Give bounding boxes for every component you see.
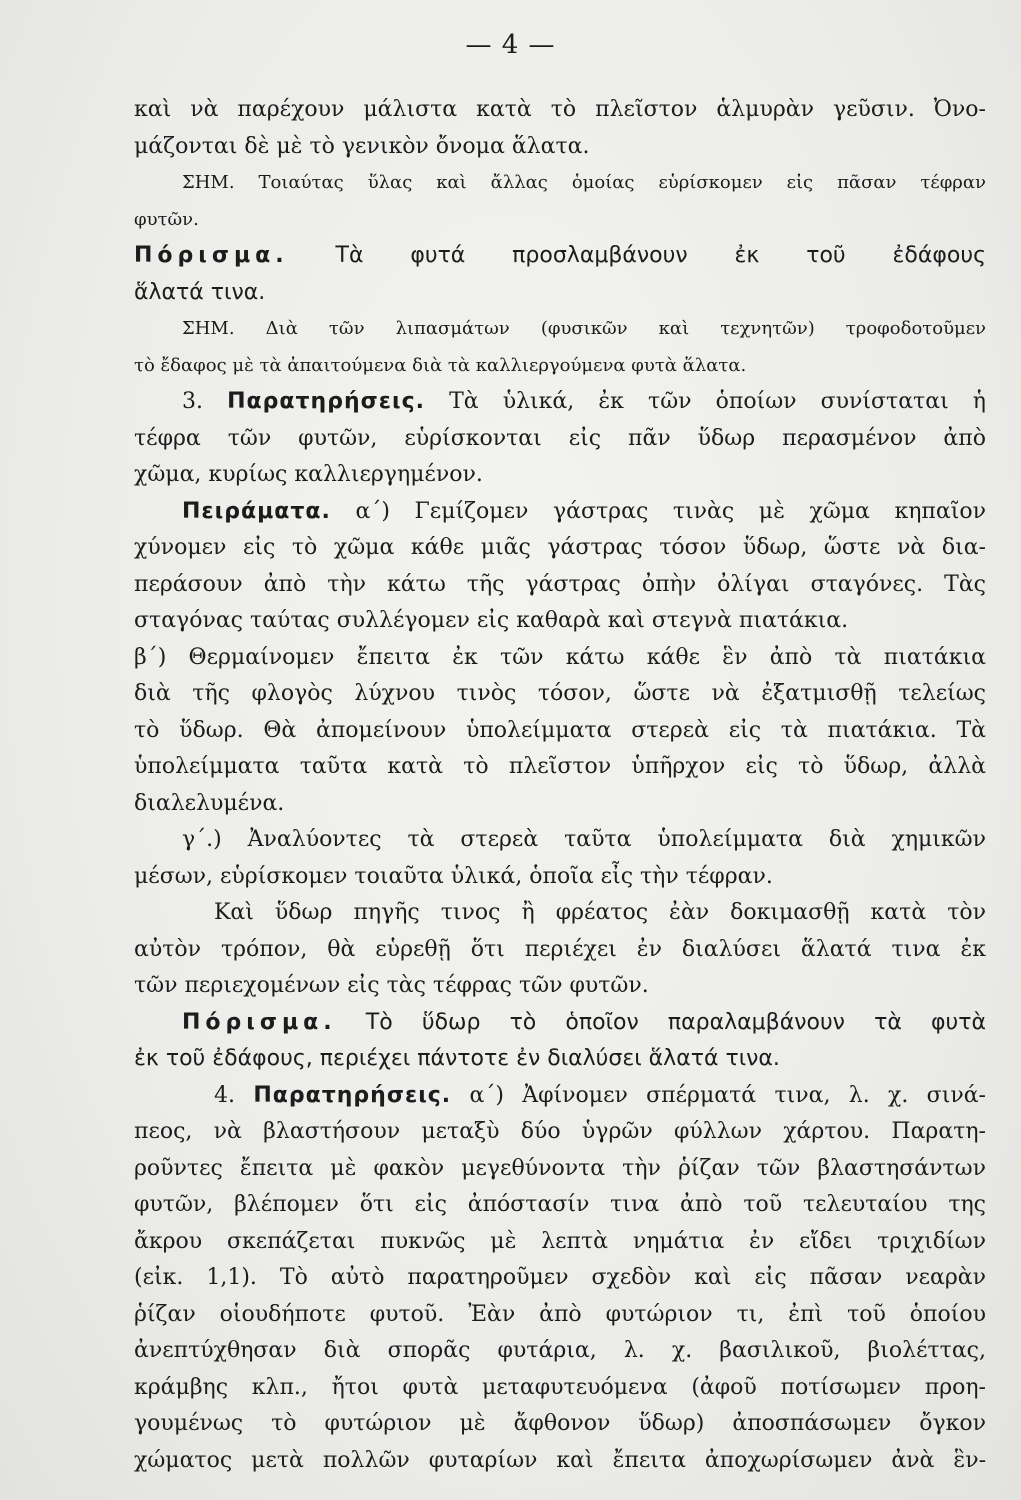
text-line: τέφρα τῶν φυτῶν, εὑρίσκονται εἰς πᾶν ὕδωρ περασμένον ἀπὸ [134,425,986,451]
text-line: (εἰκ. 1,1). Τὸ αὐτὸ παρατηροῦμεν σχεδὸν καὶ εἰς πᾶσαν νεαρὰν [134,1265,986,1290]
text-line: καὶ νὰ παρέχουν μάλιστα κατὰ τὸ πλεῖστον ἁλμυρὰν γεῦσιν. Ὀνο- [134,97,986,122]
text-line: τὸ ὕδωρ. Θὰ ἀπομείνουν ὑπολείμματα στερεὰ εἰς τὰ πιατάκια. Τὰ [134,717,986,743]
text-line: χῶμα, κυρίως καλλιεργημένον. [134,462,483,487]
note-line: ΣΗΜ. Τοιαύτας ὕλας καὶ ἄλλας ὁμοίας εὑρίσκομεν εἰς πᾶσαν τέφραν [182,172,986,193]
text-line: φυτῶν, βλέπομεν ὅτι εἰς ἀπόστασίν τινα ἀπὸ τοῦ τελευταίου της [134,1192,986,1217]
text-line: διὰ τῆς φλογὸς λύχνου τινὸς τόσον, ὥστε νὰ ἐξατμισθῇ τελείως [134,681,986,706]
corollary-line: Πόρισμα. Τὸ ὕδωρ τὸ ὁποῖον παραλαμβάνουν τὰ φυτὰ [182,1009,986,1035]
section-heading: Παρατηρήσεις. [253,1082,452,1108]
section-line: 4. Παρατηρήσεις. α΄) Ἀφίνομεν σπέρματά τινα, λ. χ. σινά- [214,1082,986,1108]
text-line: σταγόνας ταύτας συλλέγομεν εἰς καθαρὰ καὶ στεγνὰ πιατάκια. [134,608,849,633]
note-line: ΣΗΜ. Διὰ τῶν λιπασμάτων (φυσικῶν καὶ τεχνητῶν) τροφοδοτοῦμεν [182,318,986,339]
text-line: ὑπολείμματα ταῦτα κατὰ τὸ πλεῖστον ὑπῆρχον εἰς τὸ ὕδωρ, ἀλλὰ [134,754,986,779]
text-line: ἀνεπτύχθησαν διὰ σπορᾶς φυτάρια, λ. χ. βασιλικοῦ, βιολέττας, [134,1338,986,1363]
text-line: κράμβης κλπ., ἤτοι φυτὰ μεταφυτευόμενα (ἀφοῦ ποτίσωμεν προη- [134,1374,986,1400]
corollary-line: ἐκ τοῦ ἐδάφους, περιέχει πάντοτε ἐν διαλύσει ἅλατά τινα. [134,1046,780,1071]
text-line: β΄) Θερμαίνομεν ἔπειτα ἐκ τῶν κάτω κάθε ἓν ἀπὸ τὰ πιατάκια [134,644,986,670]
text-line: πεος, νὰ βλαστήσουν μεταξὺ δύο ὑγρῶν φύλλων χάρτου. Παρατη- [134,1119,986,1144]
note-line: τὸ ἔδαφος μὲ τὰ ἀπαιτούμενα διὰ τὰ καλλιεργούμενα φυτὰ ἅλατα. [134,354,747,376]
text-line: αὐτὸν τρόπον, θὰ εὑρεθῇ ὅτι περιέχει ἐν διαλύσει ἅλατά τινα ἐκ [134,936,986,962]
corollary-heading: Πόρισμα. [134,243,289,268]
text-line: ῥίζαν οἱουδήποτε φυτοῦ. Ἐὰν ἀπὸ φυτώριον τι, ἐπὶ τοῦ ὁποίου [134,1301,986,1327]
text-line: γ΄.) Ἀναλύοντες τὰ στερεὰ ταῦτα ὑπολείμματα διὰ χημικῶν [182,827,986,852]
text-line: χώματος μετὰ πολλῶν φυταρίων καὶ ἔπειτα ἀποχωρίσωμεν ἀνὰ ἓν- [134,1447,986,1473]
section-number: 4. [214,1082,235,1108]
corollary-heading: Πόρισμα. [182,1009,337,1035]
section-number: 3. [182,389,203,414]
note-line: φυτῶν. [134,208,199,230]
corollary-line: ἅλατά τινα. [134,279,266,305]
corollary-line: Πόρισμα. Τὰ φυτά προσλαμβάνουν ἐκ τοῦ ἐδάφους [134,243,986,268]
section-line: 3. Παρατηρήσεις. Τὰ ὑλικά, ἐκ τῶν ὁποίων συνίσταται ἡ [182,389,986,414]
page-number: — 4 — [465,30,556,60]
body-text [134,92,986,1479]
section-heading: Παρατηρήσεις. [227,389,425,414]
experiments-line: Πειράματα. α΄) Γεμίζομεν γάστρας τινὰς μὲ χῶμα κηπαῖον [182,498,986,524]
text-line: χύνομεν εἰς τὸ χῶμα κάθε μιᾶς γάστρας τόσον ὕδωρ, ὥστε νὰ δια- [134,535,986,560]
text-line: διαλελυμένα. [134,790,285,816]
text-line: μάζονται δὲ μὲ τὸ γενικὸν ὄνομα ἅλατα. [134,133,590,159]
text-line: μέσων, εὑρίσκομεν τοιαῦτα ὑλικά, ὁποῖα εἶς τὴν τέφραν. [134,863,773,889]
text-line: ἄκρου σκεπάζεται πυκνῶς μὲ λεπτὰ νημάτια ἐν εἴδει τριχιδίων [134,1228,986,1254]
text-line: γουμένως τὸ φυτώριον μὲ ἄφθονον ὕδωρ) ἀποσπάσωμεν ὄγκον [134,1411,986,1436]
experiments-heading: Πειράματα. [182,498,331,524]
text-line: Καὶ ὕδωρ πηγῆς τινος ἢ φρέατος ἐὰν δοκιμασθῇ κατὰ τὸν [214,900,986,925]
text-line: περάσουν ἀπὸ τὴν κάτω τῆς γάστρας ὀπὴν ὀλίγαι σταγόνες. Τὰς [134,571,986,597]
text-line: ροῦντες ἔπειτα μὲ φακὸν μεγεθύνοντα τὴν ῥίζαν τῶν βλαστησάντων [134,1155,986,1181]
text-line: τῶν περιεχομένων εἰς τὰς τέφρας τῶν φυτῶν. [134,973,649,998]
